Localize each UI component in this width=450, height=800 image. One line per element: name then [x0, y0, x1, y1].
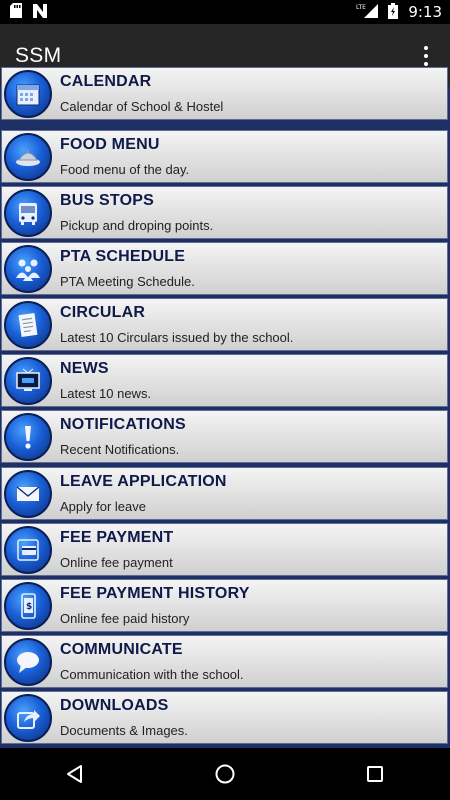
menu-item-subtitle: Documents & Images.: [60, 723, 188, 738]
menu-item-title: CIRCULAR: [60, 304, 146, 321]
menu-item-subtitle: PTA Meeting Schedule.: [60, 274, 195, 289]
menu-item-subtitle: Online fee payment: [60, 555, 173, 570]
tv-icon: [4, 357, 52, 405]
menu-item-title: NOTIFICATIONS: [60, 416, 186, 433]
menu-item-communicate[interactable]: [1, 635, 448, 688]
menu-item-fee-payment-history[interactable]: [1, 579, 448, 632]
battery-icon: [388, 3, 398, 22]
back-triangle-icon: [65, 764, 85, 784]
menu-item-bus-stops[interactable]: [1, 186, 448, 239]
back-button[interactable]: [45, 754, 105, 794]
menu-item-title: FEE PAYMENT HISTORY: [60, 585, 250, 602]
clock: 9:13: [408, 3, 442, 21]
menu-item-subtitle: Recent Notifications.: [60, 442, 180, 457]
menu-item-subtitle: Online fee paid history: [60, 611, 190, 626]
menu-item-title: PTA SCHEDULE: [60, 248, 186, 265]
menu-item-subtitle: Food menu of the day.: [60, 162, 190, 177]
menu-item-title: CALENDAR: [60, 73, 152, 90]
menu-item-subtitle: Latest 10 Circulars issued by the school.: [60, 330, 294, 345]
menu-item-title: BUS STOPS: [60, 192, 154, 209]
svg-text:LTE: LTE: [356, 4, 367, 11]
envelope-icon: [4, 470, 52, 518]
credit-card-icon: [4, 526, 52, 574]
menu-item-calendar[interactable]: [1, 67, 448, 120]
recents-square-icon: [365, 764, 385, 784]
chat-bubble-icon: [4, 638, 52, 686]
menu-item-subtitle: Calendar of School & Hostel: [60, 99, 224, 114]
food-plate-icon: [4, 133, 52, 181]
system-nav-bar: [0, 748, 450, 800]
document-icon: [4, 301, 52, 349]
menu-item-downloads[interactable]: [1, 691, 448, 744]
svg-text:$: $: [26, 602, 33, 612]
recents-button[interactable]: [345, 754, 405, 794]
menu-item-title: NEWS: [60, 360, 109, 377]
home-button[interactable]: [195, 754, 255, 794]
menu-item-title: FEE PAYMENT: [60, 529, 174, 546]
menu-list[interactable]: [0, 73, 450, 748]
menu-item-news[interactable]: [1, 354, 448, 407]
menu-item-notifications[interactable]: [1, 410, 448, 463]
share-arrow-icon: [4, 694, 52, 742]
home-circle-icon: [214, 763, 236, 785]
family-icon: [4, 245, 52, 293]
sd-card-icon: [10, 3, 22, 21]
bus-icon: [4, 189, 52, 237]
menu-item-subtitle: Pickup and droping points.: [60, 218, 214, 233]
lte-signal-icon: [356, 3, 378, 21]
n-notification-icon: [32, 4, 48, 21]
status-bar: [0, 0, 450, 24]
menu-item-subtitle: Apply for leave: [60, 499, 146, 514]
exclamation-icon: [4, 413, 52, 461]
menu-item-food-menu[interactable]: [1, 130, 448, 183]
menu-item-circular[interactable]: [1, 298, 448, 351]
menu-item-leave-application[interactable]: [1, 467, 448, 520]
phone-payment-icon: [4, 582, 52, 630]
menu-item-title: DOWNLOADS: [60, 697, 169, 714]
menu-item-subtitle: Communication with the school.: [60, 667, 244, 682]
menu-item-title: COMMUNICATE: [60, 641, 183, 658]
menu-item-title: LEAVE APPLICATION: [60, 473, 227, 490]
app-title: SSM: [15, 43, 62, 67]
menu-item-fee-payment[interactable]: [1, 523, 448, 576]
menu-item-subtitle: Latest 10 news.: [60, 386, 152, 401]
menu-item-pta-schedule[interactable]: [1, 242, 448, 295]
menu-item-title: FOOD MENU: [60, 136, 160, 153]
calendar-icon: [4, 70, 52, 118]
